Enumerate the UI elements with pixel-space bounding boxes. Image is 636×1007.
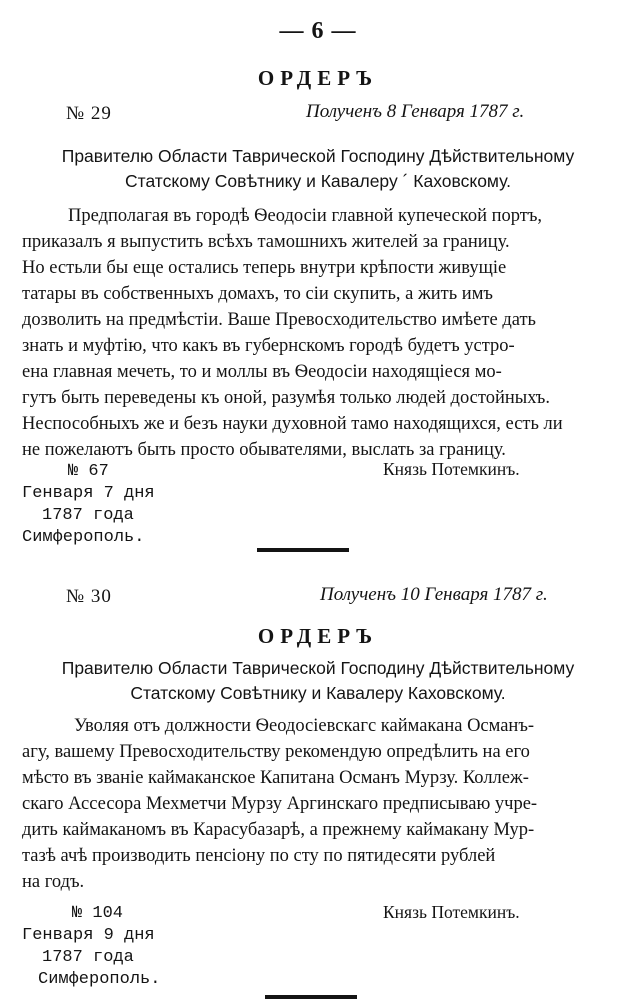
reference-place: Симферополь. [22, 528, 145, 547]
reference-date: Генваря 9 дня [22, 926, 155, 945]
addressee [0, 656, 636, 706]
body-line: дозволить на предмѣстіи. Ваше Превосходительство имѣете дать [22, 310, 536, 330]
body-line: не пожелаютъ быть просто обывателями, выслать за границу. [22, 440, 506, 460]
order-reference [22, 461, 155, 549]
body-line: знать и муфтію, что какъ въ губернскомъ городѣ будетъ устро- [22, 336, 515, 356]
reference-number: № 104 [72, 904, 124, 923]
received-date: Полученъ 8 Генваря 1787 г. [306, 101, 525, 122]
body-line: мѣсто въ званіе каймаканское Капитана Османъ Мурзу. Коллеж- [22, 768, 529, 788]
addressee-line: Статскому Совѣтнику и Кавалеру Каховскому. [130, 683, 506, 703]
body-line: агу, вашему Превосходительству рекомендую опредѣлить на его [22, 742, 530, 762]
order-title: ОРДЕРЪ [257, 624, 379, 648]
reference-date: Генваря 7 дня [22, 484, 155, 503]
reference-year: 1787 года [42, 506, 134, 525]
order-body [22, 713, 537, 895]
body-line: тазѣ ачѣ производить пенсіону по сту по пятидесяти рублей [22, 846, 496, 866]
reference-number: № 67 [68, 462, 109, 481]
body-line: Уволяя отъ должности Ѳеодосіевскагс каймакана Османъ- [74, 716, 535, 736]
order-number: № 29 [66, 103, 112, 124]
body-line: Неспособныхъ же и безъ науки духовной тамо находящихся, есть ли [22, 414, 563, 434]
order-reference [22, 903, 160, 991]
addressee-line: Правителю Области Таврической Господину Дѣйствительному [61, 146, 575, 166]
body-line: на годъ. [22, 872, 85, 892]
section-divider [265, 995, 357, 999]
addressee [0, 144, 636, 194]
body-line: дить каймаканомъ въ Карасубазарѣ, а прежнему каймакану Мур- [22, 820, 535, 840]
signature: Князь Потемкинъ. [383, 902, 520, 922]
signature: Князь Потемкинъ. [383, 459, 520, 479]
received-date: Полученъ 10 Генваря 1787 г. [320, 584, 548, 605]
order-body [22, 203, 563, 463]
body-line: татары въ собственныхъ домахъ, то сіи скупить, а жить имъ [22, 284, 493, 304]
addressee-line: Статскому Совѣтнику и Кавалеру ´ Каховскому. [124, 171, 512, 191]
body-line: скаго Ассесора Мехметчи Мурзу Аргинскаго предписываю учре- [22, 794, 538, 814]
order-number: № 30 [66, 586, 112, 607]
page-number: — 6 — [279, 18, 357, 44]
body-line: ена главная мечеть, то и моллы въ Ѳеодосіи находящіеся мо- [22, 362, 502, 382]
body-line: Но естьли бы еще остались теперь внутри крѣпости живущіе [22, 258, 507, 278]
section-divider [257, 548, 349, 552]
reference-place: Симферополь. [38, 970, 161, 989]
body-line: гутъ быть переведены къ оной, разумѣя только людей достойныхъ. [22, 388, 550, 408]
body-line: Предполагая въ городѣ Ѳеодосіи главной купеческой портъ, [68, 206, 543, 226]
reference-year: 1787 года [42, 948, 134, 967]
body-line: приказалъ я выпустить всѣхъ тамошнихъ жителей за границу. [22, 232, 510, 252]
addressee-line: Правителю Области Таврической Господину Дѣйствительному [61, 658, 575, 678]
order-title: ОРДЕРЪ [257, 66, 379, 90]
